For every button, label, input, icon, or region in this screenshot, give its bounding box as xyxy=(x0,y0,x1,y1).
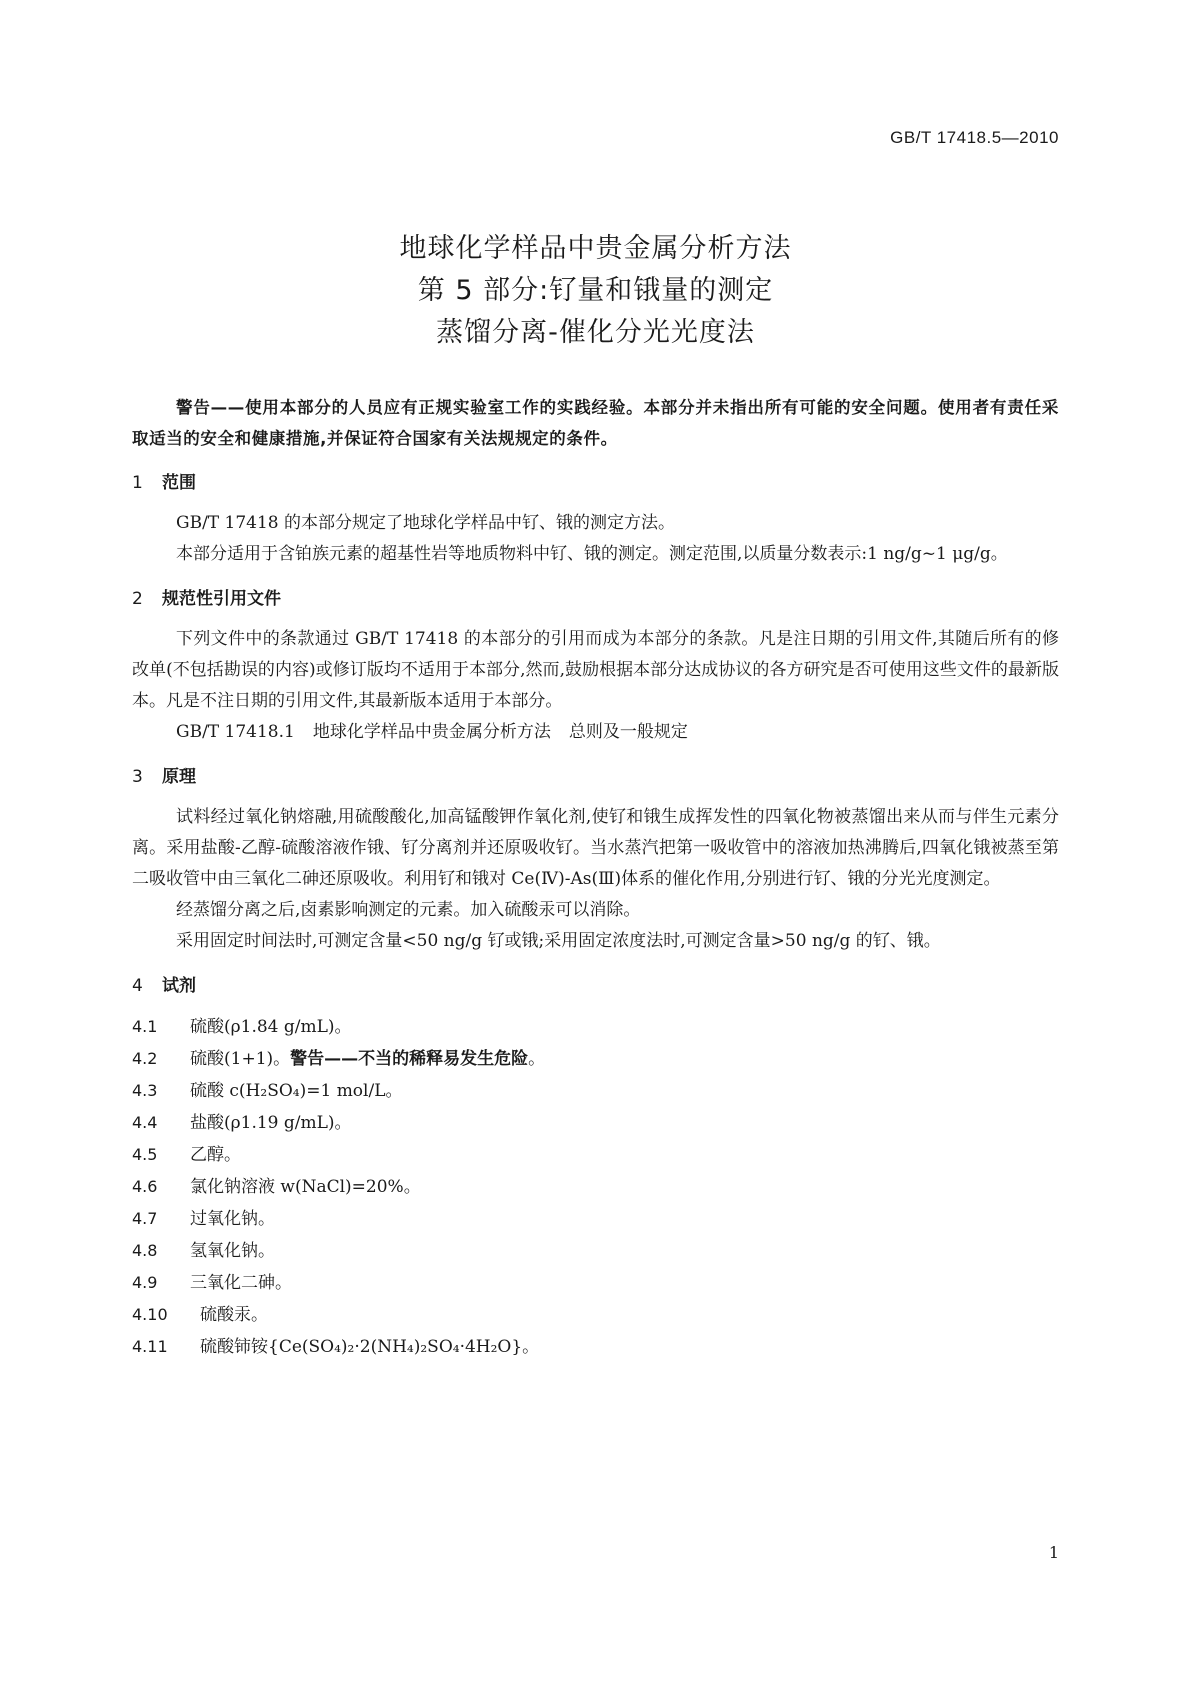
reagent-text: 硫酸 c(H₂SO₄)=1 mol/L。 xyxy=(190,1081,403,1101)
reagent-number: 4.4 xyxy=(132,1113,158,1132)
reagent-number: 4.5 xyxy=(132,1145,158,1164)
reagent-text: 硫酸汞。 xyxy=(200,1305,268,1325)
reagent-number: 4.2 xyxy=(132,1049,158,1068)
section-heading-principle xyxy=(132,762,1059,792)
reagent-text: 硫酸(1+1)。 xyxy=(190,1049,291,1069)
section-number: 4 xyxy=(132,976,143,996)
reagent-item xyxy=(132,1267,1059,1299)
principle-paragraph-3: 采用固定时间法时,可测定含量<50 ng/g 钌或锇;采用固定浓度法时,可测定含量>50 ng/g 的钌、锇。 xyxy=(176,931,941,951)
section-title: 试剂 xyxy=(162,976,196,996)
reagent-text: 硫酸(ρ1.84 g/mL)。 xyxy=(190,1017,352,1037)
document-body xyxy=(132,392,1059,1363)
reference-code: GB/T 17418.1 xyxy=(176,722,295,742)
reagent-item xyxy=(132,1011,1059,1043)
reagent-number: 4.11 xyxy=(132,1337,168,1356)
reagent-text: 乙醇。 xyxy=(190,1145,241,1165)
reagent-number: 4.10 xyxy=(132,1305,168,1324)
reagent-number: 4.8 xyxy=(132,1241,158,1260)
section-title: 范围 xyxy=(162,473,196,493)
reference-subtitle: 总则及一般规定 xyxy=(568,722,688,742)
reagent-number: 4.7 xyxy=(132,1209,158,1228)
reagent-number: 4.6 xyxy=(132,1177,158,1196)
reagent-item xyxy=(132,1171,1059,1203)
principle-paragraph-1: 试料经过氧化钠熔融,用硫酸酸化,加高锰酸钾作氧化剂,使钌和锇生成挥发性的四氧化物被蒸馏出来从而与伴生元素分离。采用盐酸-乙醇-硫酸溶液作锇、钌分离剂并还原吸收钌。当水蒸汽把第一吸收管中的溶液加热沸腾后,四氧化锇被蒸至第二吸收管中由三氧化二砷还原吸收。利用钌和锇对 Ce(Ⅳ)-As(Ⅲ)体系的催化作用,分别进行钌、锇的分光光度测定。 xyxy=(132,807,1059,889)
section-number: 1 xyxy=(132,473,143,493)
reagent-item xyxy=(132,1299,1059,1331)
reagent-text: 盐酸(ρ1.19 g/mL)。 xyxy=(190,1113,352,1133)
reagent-number: 4.3 xyxy=(132,1081,158,1100)
reference-title: 地球化学样品中贵金属分析方法 xyxy=(312,722,551,742)
reagent-item xyxy=(132,1203,1059,1235)
reagent-text: 三氧化二砷。 xyxy=(190,1273,292,1293)
section-number: 3 xyxy=(132,767,143,787)
reagent-item xyxy=(132,1107,1059,1139)
reagent-number: 4.1 xyxy=(132,1017,158,1036)
reagent-item xyxy=(132,1043,1059,1075)
section-title: 规范性引用文件 xyxy=(162,589,281,609)
reagent-text: 过氧化钠。 xyxy=(190,1209,275,1229)
title-line-3: 蒸馏分离-催化分光光度法 xyxy=(436,317,755,348)
title-line-2: 第 5 部分:钌量和锇量的测定 xyxy=(417,275,774,306)
reagent-item xyxy=(132,1075,1059,1107)
reagent-item xyxy=(132,1139,1059,1171)
section-title: 原理 xyxy=(162,767,196,787)
page-number: 1 xyxy=(1048,1543,1059,1562)
section-number: 2 xyxy=(132,589,143,609)
scope-paragraph-1: GB/T 17418 的本部分规定了地球化学样品中钌、锇的测定方法。 xyxy=(176,513,676,533)
reagent-text: 硫酸铈铵{Ce(SO₄)₂·2(NH₄)₂SO₄·4H₂O}。 xyxy=(200,1337,540,1357)
references-paragraph: 下列文件中的条款通过 GB/T 17418 的本部分的引用而成为本部分的条款。凡是注日期的引用文件,其随后所有的修改单(不包括勘误的内容)或修订版均不适用于本部分,然而,鼓励根据本部分达成协议的各方研究是否可使用这些文件的最新版本。凡是不注日期的引用文件,其最新版本适用于本部分。 xyxy=(132,629,1059,711)
principle-paragraph-2: 经蒸馏分离之后,卤素影响测定的元素。加入硫酸汞可以消除。 xyxy=(176,900,641,920)
section-heading-normative-references xyxy=(132,584,1059,614)
reagent-number: 4.9 xyxy=(132,1273,158,1292)
reagent-text: 氯化钠溶液 w(NaCl)=20%。 xyxy=(190,1177,421,1197)
reagent-warning: 警告——不当的稀释易发生危险 xyxy=(290,1049,529,1069)
title-line-1: 地球化学样品中贵金属分析方法 xyxy=(399,233,792,264)
standard-code: GB/T 17418.5—2010 xyxy=(890,128,1059,147)
section-heading-scope xyxy=(132,468,1059,498)
safety-warning: 警告——使用本部分的人员应有正规实验室工作的实践经验。本部分并未指出所有可能的安全问题。使用者有责任采取适当的安全和健康措施,并保证符合国家有关法规规定的条件。 xyxy=(132,398,1059,448)
section-heading-reagents xyxy=(132,971,1059,1001)
reagent-item xyxy=(132,1331,1059,1363)
reference-entry xyxy=(132,717,1059,748)
reagent-tail: 。 xyxy=(528,1049,546,1069)
reagent-item xyxy=(132,1235,1059,1267)
reagent-text: 氢氧化钠。 xyxy=(190,1241,275,1261)
scope-paragraph-2: 本部分适用于含铂族元素的超基性岩等地质物料中钌、锇的测定。测定范围,以质量分数表示:1 ng/g~1 μg/g。 xyxy=(176,544,1008,564)
reagent-list xyxy=(132,1011,1059,1363)
document-title xyxy=(0,228,1191,354)
